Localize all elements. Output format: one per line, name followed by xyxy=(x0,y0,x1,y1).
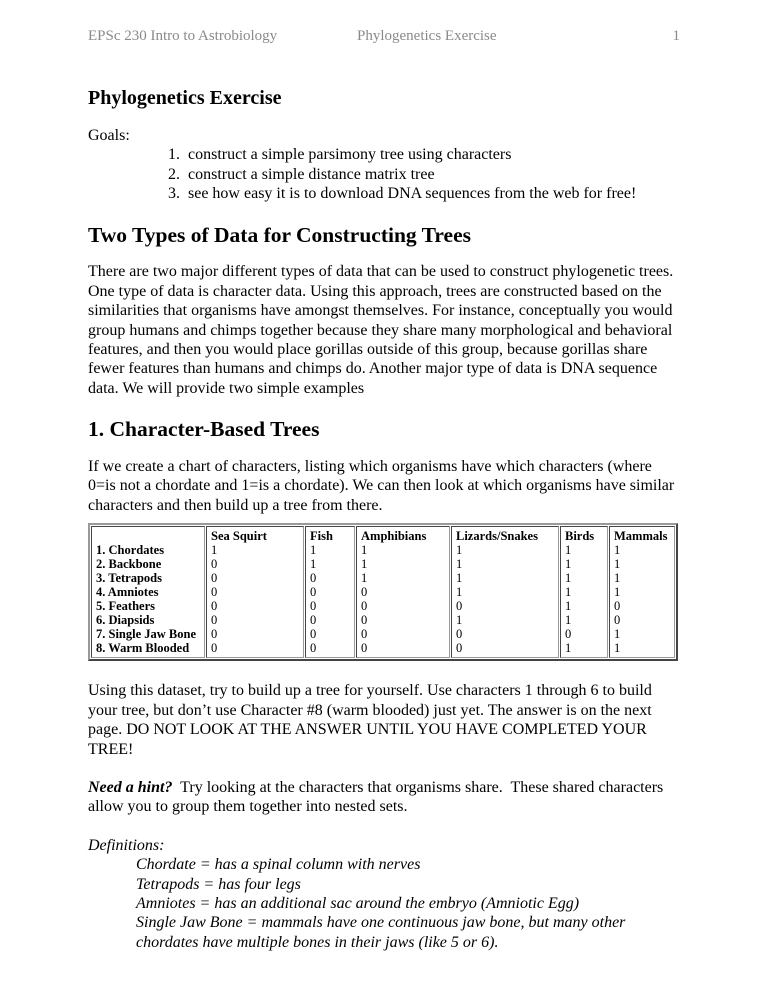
goal-item: 3. see how easy it is to download DNA sequences from the web for free! xyxy=(184,184,680,203)
hint-text: Try looking at the characters that organisms share. These shared characters allow you to group them together into nested sets. xyxy=(88,778,668,816)
row-labels-cell xyxy=(91,526,205,658)
section-paragraph-character-trees: If we create a chart of characters, listing which organisms have which characters (where 0=is not a chordate and 1=is a chordate). We can then look at which organisms have similar characters and then build up a tree from there. xyxy=(88,458,675,514)
goal-item: 2. construct a simple distance matrix tree xyxy=(184,165,680,184)
table-cell: 0 xyxy=(565,627,572,642)
goal-item: 1. construct a simple parsimony tree using characters xyxy=(184,145,680,164)
table-cell: 1 xyxy=(456,543,463,558)
definitions-label: Definitions: xyxy=(88,836,165,854)
table-cell: 1 xyxy=(361,543,368,558)
table-cell: 1 xyxy=(310,543,317,558)
document-title: Phylogenetics Exercise xyxy=(88,87,282,109)
row-label: 8. Warm Blooded xyxy=(96,641,190,656)
section-paragraph-data-types: There are two major different types of data that can be used to construct phylogenetic trees. One type of data is character data. Using this approach, trees are constructed based on the similarities that organisms have amongst themselves. For instance, conceptually you would group humans and chimps together because they share many morphological and behavioral features, and then you would place gorillas outside of this group, because gorillas share fewer features than humans and chimps do. Another major type of data is DNA sequence data. We will provide two simple examples xyxy=(88,263,674,397)
goals-list xyxy=(88,145,680,203)
column-amphibians xyxy=(356,526,450,658)
page-header xyxy=(88,28,680,48)
table-cell: 1 xyxy=(456,613,463,628)
table-cell: 1 xyxy=(456,585,463,600)
table-cell: 1 xyxy=(565,543,572,558)
table-cell: 0 xyxy=(614,599,621,614)
header-course: EPSc 230 Intro to Astrobiology xyxy=(88,28,278,44)
table-cell: 1 xyxy=(565,641,572,656)
column-fish xyxy=(305,526,355,658)
definition-item: Tetrapods = has four legs xyxy=(136,875,301,893)
column-header: Mammals xyxy=(614,529,668,544)
column-header: Fish xyxy=(310,529,333,544)
row-label: 2. Backbone xyxy=(96,557,162,572)
column-lizards-snakes xyxy=(451,526,559,658)
hint-paragraph xyxy=(88,778,680,817)
column-birds xyxy=(560,526,608,658)
table-cell: 1 xyxy=(361,571,368,586)
table-cell: 1 xyxy=(565,585,572,600)
table-cell: 0 xyxy=(456,627,463,642)
table-cell: 1 xyxy=(361,557,368,572)
table-cell: 1 xyxy=(614,627,621,642)
table-cell: 0 xyxy=(211,585,218,600)
table-cell: 0 xyxy=(211,571,218,586)
row-label: 3. Tetrapods xyxy=(96,571,162,586)
table-cell: 0 xyxy=(310,627,317,642)
table-cell: 0 xyxy=(310,613,317,628)
table-cell: 0 xyxy=(310,571,317,586)
hint-label: Need a hint? xyxy=(88,778,173,796)
table-cell: 0 xyxy=(211,641,218,656)
document-body xyxy=(88,86,680,952)
table-cell: 1 xyxy=(456,557,463,572)
table-cell: 0 xyxy=(310,599,317,614)
table-cell: 1 xyxy=(614,571,621,586)
page-number: 1 xyxy=(672,28,680,44)
table-cell: 0 xyxy=(614,613,621,628)
row-label: 4. Amniotes xyxy=(96,585,159,600)
row-label: 6. Diapsids xyxy=(96,613,155,628)
table-cell: 1 xyxy=(565,613,572,628)
character-table xyxy=(88,523,678,661)
table-cell: 1 xyxy=(614,641,621,656)
table-cell: 1 xyxy=(211,543,218,558)
section-heading-data-types: Two Types of Data for Constructing Trees xyxy=(88,222,472,247)
column-header: Amphibians xyxy=(361,529,427,544)
row-label: 7. Single Jaw Bone xyxy=(96,627,197,642)
table-cell: 1 xyxy=(565,599,572,614)
table-cell: 1 xyxy=(310,557,317,572)
header-title: Phylogenetics Exercise xyxy=(357,28,497,44)
table-cell: 0 xyxy=(211,627,218,642)
table-cell: 0 xyxy=(361,641,368,656)
definition-item: Amniotes = has an additional sac around the embryo (Amniotic Egg) xyxy=(136,894,580,912)
table-cell: 0 xyxy=(211,557,218,572)
column-header: Sea Squirt xyxy=(211,529,267,544)
table-cell: 0 xyxy=(211,599,218,614)
table-cell: 0 xyxy=(310,585,317,600)
instructions-paragraph: Using this dataset, try to build up a tree for yourself. Use characters 1 through 6 to build your tree, but don’t use Character #8 (warm blooded) just yet. The answer is on the next page. DO NOT LOOK AT THE ANSWER UNTIL YOU HAVE COMPLETED YOUR TREE! xyxy=(88,682,652,758)
table-cell: 0 xyxy=(361,627,368,642)
row-label: 5. Feathers xyxy=(96,599,156,614)
column-header: Lizards/Snakes xyxy=(456,529,538,544)
table-cell: 0 xyxy=(361,585,368,600)
table-cell: 1 xyxy=(614,557,621,572)
table-cell: 0 xyxy=(310,641,317,656)
column-sea-squirt xyxy=(206,526,304,658)
table-cell: 1 xyxy=(614,585,621,600)
definitions-block xyxy=(88,836,680,952)
table-cell: 0 xyxy=(456,599,463,614)
section-heading-character-trees: 1. Character-Based Trees xyxy=(88,417,320,442)
column-header: Birds xyxy=(565,529,595,544)
definition-item: Single Jaw Bone = mammals have one continuous jaw bone, but many other chordates have multiple bones in their jaws (like 5 or 6). xyxy=(136,914,626,951)
table-cell: 0 xyxy=(211,613,218,628)
table-cell: 0 xyxy=(361,599,368,614)
definition-item: Chordate = has a spinal column with nerves xyxy=(136,856,421,874)
goals-label: Goals: xyxy=(88,127,130,144)
row-label: 1. Chordates xyxy=(96,543,165,558)
table-cell: 1 xyxy=(456,571,463,586)
table-cell: 0 xyxy=(361,613,368,628)
table-cell: 1 xyxy=(565,557,572,572)
table-cell: 1 xyxy=(565,571,572,586)
table-cell: 0 xyxy=(456,641,463,656)
column-mammals xyxy=(609,526,675,658)
table-cell: 1 xyxy=(614,543,621,558)
